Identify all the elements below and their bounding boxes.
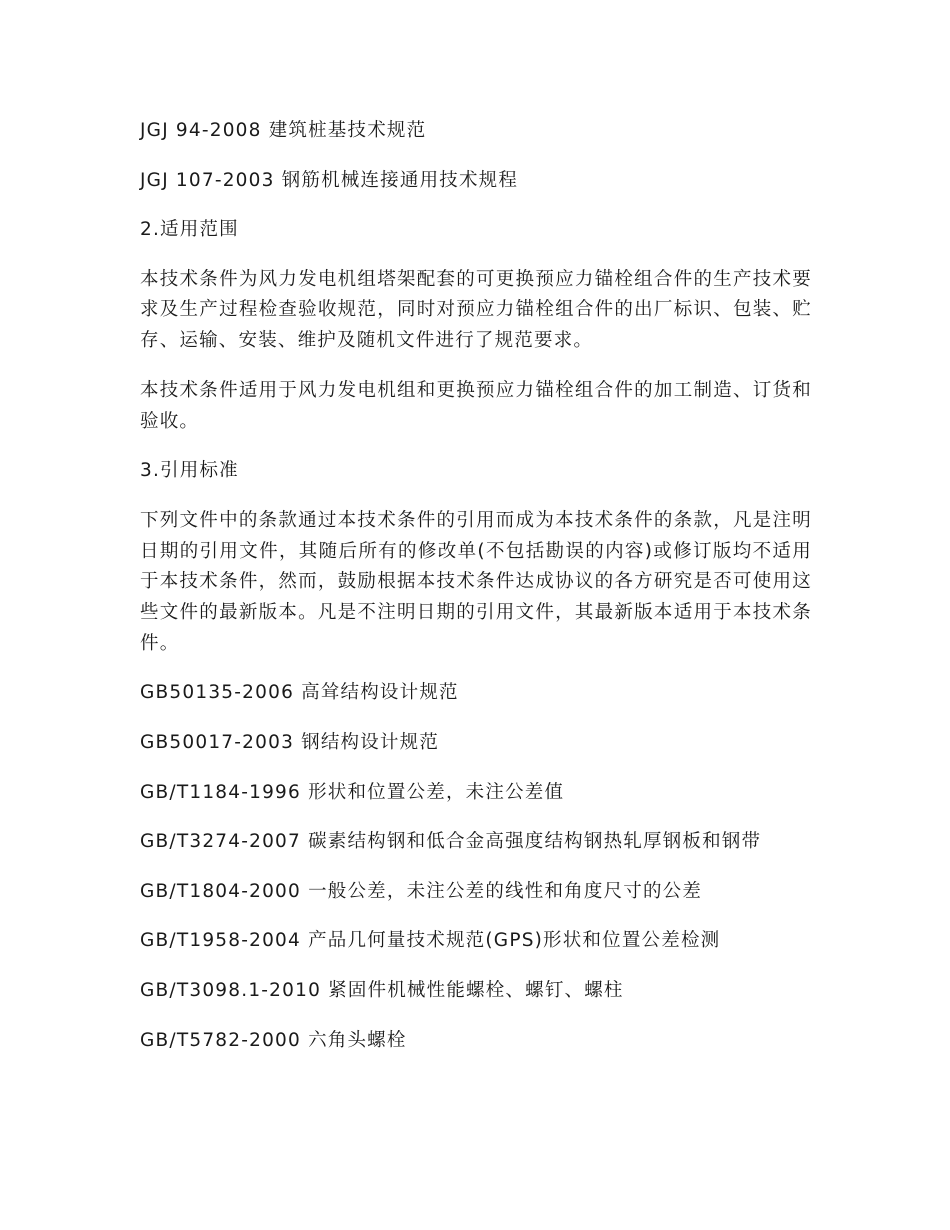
reference-item: GB/T5782-2000 六角头螺栓 bbox=[140, 1029, 407, 1051]
reference-item: GB50017-2003 钢结构设计规范 bbox=[140, 732, 440, 753]
document-body bbox=[140, 116, 812, 1075]
reference-item: GB/T1184-1996 形状和位置公差，未注公差值 bbox=[140, 781, 565, 803]
body-paragraph: 本技术条件适用于风力发电机组和更换预应力锚栓组合件的加工制造、订货和验收。 bbox=[140, 379, 812, 432]
section-heading: 3.引用标准 bbox=[140, 460, 239, 482]
body-paragraph: 下列文件中的条款通过本技术条件的引用而成为本技术条件的条款，凡是注明日期的引用文件，其随后所有的修改单(不包括勘误的内容)或修订版均不适用于本技术条件，然而，鼓励根据本技术条件达成协议的各方研究是否可使用这些文件的最新版本。凡是不注明日期的引用文件，其最新版本适用于本技术条件。 bbox=[140, 509, 812, 654]
body-paragraph: 本技术条件为风力发电机组塔架配套的可更换预应力锚栓组合件的生产技术要求及生产过程检查验收规范，同时对预应力锚栓组合件的出厂标识、包装、贮存、运输、安装、维护及随机文件进行了规范要求。 bbox=[140, 268, 812, 352]
reference-item: GB/T1804-2000 一般公差，未注公差的线性和角度尺寸的公差 bbox=[140, 880, 703, 902]
reference-item: JGJ 107-2003 钢筋机械连接通用技术规程 bbox=[140, 169, 519, 191]
reference-item: GB50135-2006 高耸结构设计规范 bbox=[140, 682, 459, 704]
reference-item: GB/T1958-2004 产品几何量技术规范(GPS)形状和位置公差检测 bbox=[140, 930, 721, 952]
section-heading: 2.适用范围 bbox=[140, 219, 239, 241]
reference-item: JGJ 94-2008 建筑桩基技术规范 bbox=[140, 120, 427, 141]
reference-item: GB/T3098.1-2010 紧固件机械性能螺栓、螺钉、螺柱 bbox=[140, 979, 624, 1001]
reference-item: GB/T3274-2007 碳素结构钢和低合金高强度结构钢热轧厚钢板和钢带 bbox=[140, 831, 762, 853]
